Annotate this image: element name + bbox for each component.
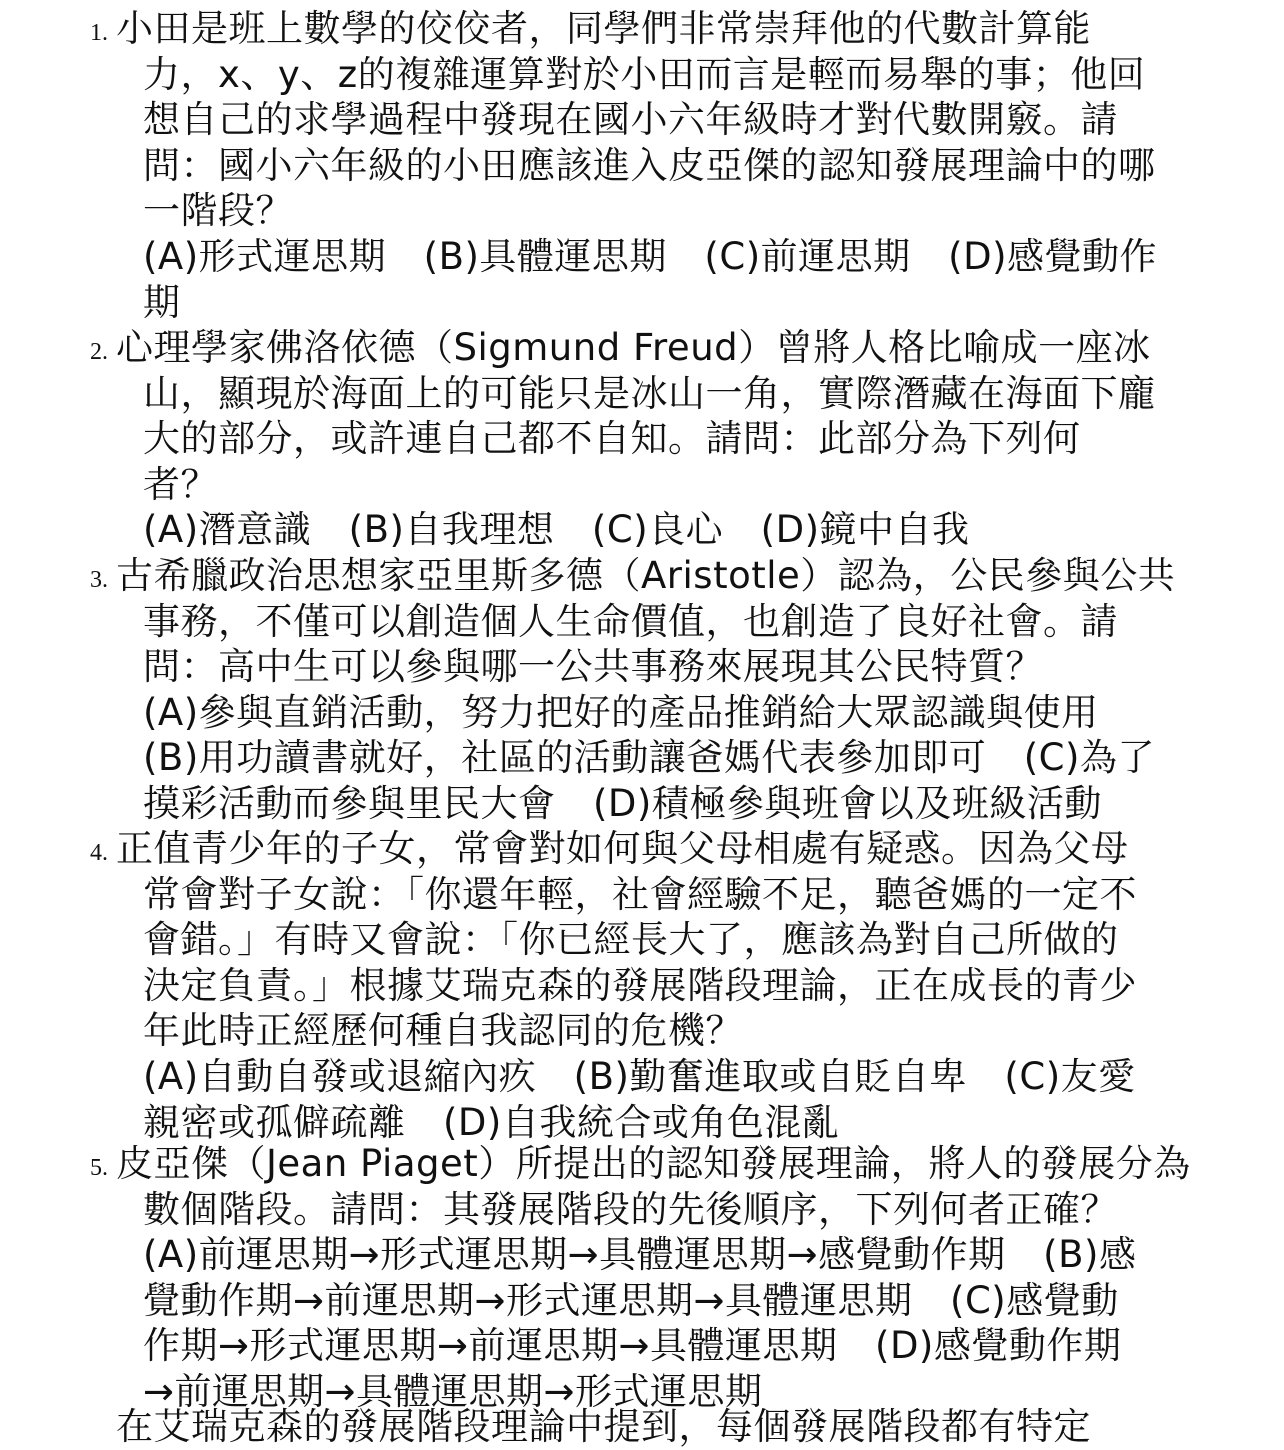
question-text: 大的部分，或許連自己都不自知。請問：此部分為下列何 [143, 417, 1081, 461]
question-text: 事務，不僅可以創造個人生命價值，也創造了良好社會。請 [143, 599, 1118, 643]
question-text: 者？ [143, 462, 218, 506]
question-text: 數個階段。請問：其發展階段的先後順序，下列何者正確？ [143, 1187, 1118, 1231]
answer-options: (A)自動自發或退縮內疚 (B)勤奮進取或自貶自卑 (C)友愛 [143, 1054, 1136, 1098]
question-5 [0, 1141, 1284, 1415]
answer-options: (A)參與直銷活動，努力把好的產品推銷給大眾認識與使用 [143, 690, 1099, 734]
answer-options: →前運思期→具體運思期→形式運思期 [143, 1369, 763, 1413]
answer-options: (A)形式運思期 (B)具體運思期 (C)前運思期 (D)感覺動作 [143, 234, 1157, 278]
question-number: 1. [90, 20, 108, 46]
question-number: 5. [90, 1155, 108, 1181]
answer-options: 作期→形式運思期→前運思期→具體運思期 (D)感覺動作期 [143, 1324, 1122, 1368]
cutoff-question-text: 在艾瑞克森的發展階段理論中提到，每個發展階段都有特定 [116, 1405, 1091, 1448]
question-1 [0, 6, 1284, 325]
question-4 [0, 826, 1284, 1145]
question-text: 會錯。」有時又會說：「你已經長大了，應該為對自己所做的 [143, 918, 1119, 962]
question-text: 問：高中生可以參與哪一公共事務來展現其公民特質？ [143, 645, 1043, 689]
answer-options: (B)用功讀書就好，社區的活動讓爸媽代表參加即可 (C)為了 [143, 736, 1155, 780]
answer-options: 摸彩活動而參與里民大會 (D)積極參與班會以及班級活動 [143, 781, 1102, 825]
question-text: 皮亞傑（Jean Piaget）所提出的認知發展理論，將人的發展分為 [116, 1142, 1191, 1185]
question-text: 古希臘政治思想家亞里斯多德（Aristotle）認為，公民參與公共 [116, 554, 1176, 597]
question-text: 一階段？ [143, 189, 293, 233]
question-2 [0, 325, 1284, 553]
question-text: 常會對子女說：「你還年輕，社會經驗不足，聽爸媽的一定不 [143, 872, 1137, 916]
question-text: 想自己的求學過程中發現在國小六年級時才對代數開竅。請 [143, 98, 1118, 142]
question-number: 3. [90, 567, 108, 593]
question-text: 問：國小六年級的小田應該進入皮亞傑的認知發展理論中的哪 [143, 143, 1156, 187]
question-number: 2. [90, 339, 108, 365]
answer-options: 期 [143, 280, 181, 324]
question-3 [0, 553, 1284, 827]
answer-options: 親密或孤僻疏離 (D)自我統合或角色混亂 [143, 1100, 840, 1144]
question-text: 年此時正經歷何種自我認同的危機？ [143, 1009, 743, 1053]
question-text: 心理學家佛洛依德（Sigmund Freud）曾將人格比喻成一座冰 [116, 326, 1151, 369]
question-text: 力，x、y、z的複雜運算對於小田而言是輕而易舉的事；他回 [143, 52, 1146, 96]
answer-options: (A)潛意識 (B)自我理想 (C)良心 (D)鏡中自我 [143, 508, 970, 552]
question-text: 正值青少年的子女，常會對如何與父母相處有疑惑。因為父母 [116, 827, 1129, 870]
answer-options: 覺動作期→前運思期→形式運思期→具體運思期 (C)感覺動 [143, 1278, 1119, 1322]
question-text: 山，顯現於海面上的可能只是冰山一角，實際潛藏在海面下龐 [143, 371, 1156, 415]
answer-options: (A)前運思期→形式運思期→具體運思期→感覺動作期 (B)感 [143, 1233, 1137, 1277]
question-text: 小田是班上數學的佼佼者，同學們非常崇拜他的代數計算能 [116, 7, 1091, 50]
question-text: 決定負責。」根據艾瑞克森的發展階段理論，正在成長的青少 [143, 963, 1137, 1007]
question-number: 4. [90, 840, 108, 866]
